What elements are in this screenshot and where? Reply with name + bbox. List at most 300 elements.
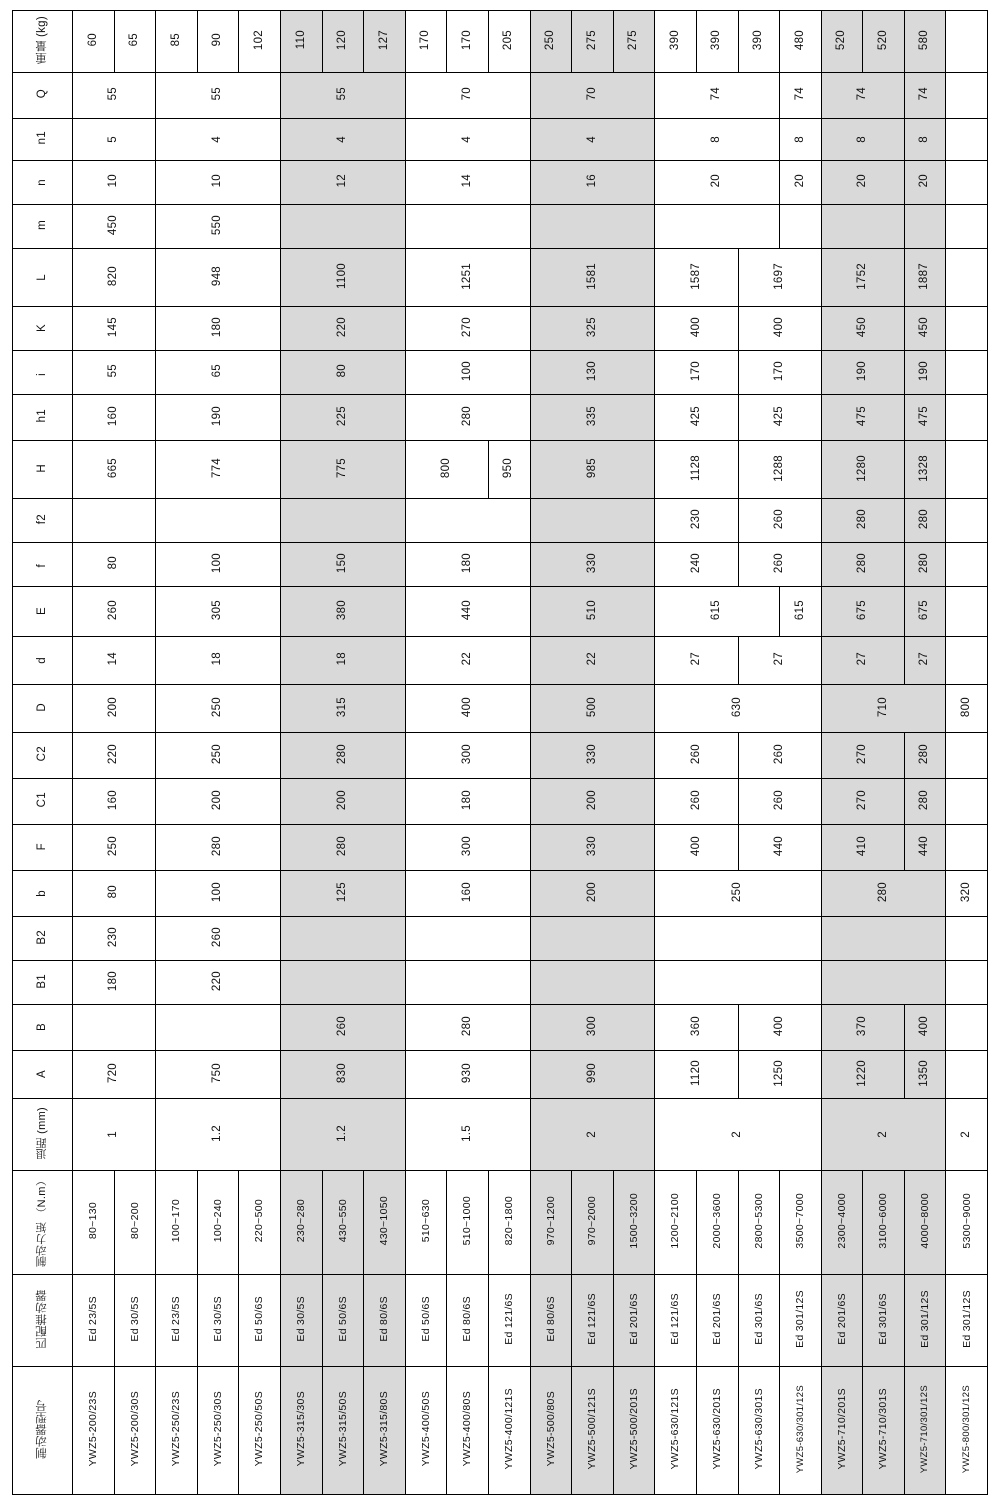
cell-b2-6 xyxy=(655,917,821,961)
cell-n-1: 10 xyxy=(73,161,156,205)
cell-c1-2: 200 xyxy=(156,779,281,825)
cell-a-3: 830 xyxy=(280,1051,405,1099)
cell-weight-20: 520 xyxy=(863,11,905,73)
cell-d-4: 22 xyxy=(405,637,530,685)
row-header-n1: n1 xyxy=(13,119,73,161)
cell-h1-3: 225 xyxy=(280,395,405,441)
cell-weight-2: 65 xyxy=(114,11,156,73)
cell-c2-3: 280 xyxy=(280,733,405,779)
cell-h-10: 1328 xyxy=(904,441,946,499)
table-row xyxy=(13,733,988,779)
cell-actuator-14: Ed 201/6S xyxy=(613,1275,655,1367)
table-row xyxy=(13,871,988,917)
cell-k-6: 400 xyxy=(655,307,738,351)
cell-model-22: YWZ5-800/301/12S xyxy=(946,1367,988,1495)
cell-c1-6: 260 xyxy=(655,779,738,825)
row-header-l: L xyxy=(13,249,73,307)
cell-l-2: 948 xyxy=(156,249,281,307)
cell-model-7: YWZ5-315/50S xyxy=(322,1367,364,1495)
cell-d-2: 18 xyxy=(156,637,281,685)
cell-h1-7: 425 xyxy=(738,395,821,441)
cell-h1-1: 160 xyxy=(73,395,156,441)
cell-torque-3: 100~170 xyxy=(156,1171,198,1275)
cell-d-3: 18 xyxy=(280,637,405,685)
cell-weight-18: 480 xyxy=(780,11,822,73)
row-header-q: Q xyxy=(13,73,73,119)
cell-actuator-21: Ed 301/12S xyxy=(904,1275,946,1367)
row-header-m: m xyxy=(13,205,73,249)
cell-d-6: 27 xyxy=(655,637,738,685)
cell-b2-7 xyxy=(821,917,946,961)
cell-torque-20: 3100~6000 xyxy=(863,1171,905,1275)
cell-q-2: 55 xyxy=(156,73,281,119)
cell-actuator-20: Ed 301/6S xyxy=(863,1275,905,1367)
cell-actuator-1: Ed 23/5S xyxy=(73,1275,115,1367)
cell-n-6: 20 xyxy=(655,161,780,205)
table-row xyxy=(13,307,988,351)
cell-model-17: YWZ5-630/301S xyxy=(738,1367,780,1495)
cell-f2-9: 280 xyxy=(904,499,946,543)
row-header-c2: C2 xyxy=(13,733,73,779)
cell-d-9: 27 xyxy=(904,637,946,685)
cell-f2-3 xyxy=(280,499,405,543)
cell-q-8: 74 xyxy=(821,73,904,119)
cell-h1-10 xyxy=(946,395,988,441)
cell-actuator-10: Ed 80/6S xyxy=(447,1275,489,1367)
cell-f2-6: 230 xyxy=(655,499,738,543)
cell-n1-8: 8 xyxy=(821,119,904,161)
table-row xyxy=(13,1051,988,1099)
table-row xyxy=(13,1171,988,1275)
cell-m-1: 450 xyxy=(73,205,156,249)
cell-weight-12: 250 xyxy=(530,11,572,73)
cell-torque-10: 510~1000 xyxy=(447,1171,489,1275)
cell-torque-16: 2000~3600 xyxy=(696,1171,738,1275)
cell-fcap-8: 410 xyxy=(821,825,904,871)
cell-torque-12: 970~1200 xyxy=(530,1171,572,1275)
cell-d-10 xyxy=(946,637,988,685)
cell-actuator-6: Ed 30/5S xyxy=(280,1275,322,1367)
row-header-b2: B2 xyxy=(13,917,73,961)
cell-fcap-7: 440 xyxy=(738,825,821,871)
cell-fcap-6: 400 xyxy=(655,825,738,871)
cell-l-10 xyxy=(946,249,988,307)
cell-b2-4 xyxy=(405,917,530,961)
cell-e-6: 615 xyxy=(655,587,780,637)
cell-b1-3 xyxy=(280,961,405,1005)
cell-f-7: 260 xyxy=(738,543,821,587)
cell-bcap-5: 300 xyxy=(530,1005,655,1051)
cell-l-8: 1752 xyxy=(821,249,904,307)
cell-n-7: 20 xyxy=(780,161,822,205)
row-header-e: E xyxy=(13,587,73,637)
table-row xyxy=(13,395,988,441)
cell-l-1: 820 xyxy=(73,249,156,307)
table-row xyxy=(13,441,988,499)
cell-k-1: 145 xyxy=(73,307,156,351)
cell-model-20: YWZ5-710/301S xyxy=(863,1367,905,1495)
cell-k-10 xyxy=(946,307,988,351)
cell-actuator-12: Ed 80/6S xyxy=(530,1275,572,1367)
cell-m-6 xyxy=(655,205,780,249)
cell-torque-14: 1500~3200 xyxy=(613,1171,655,1275)
cell-f2-4 xyxy=(405,499,530,543)
cell-h-11 xyxy=(946,441,988,499)
table-row xyxy=(13,685,988,733)
cell-actuator-9: Ed 50/6S xyxy=(405,1275,447,1367)
row-header-bcap: B xyxy=(13,1005,73,1051)
cell-weight-19: 520 xyxy=(821,11,863,73)
cell-n-9: 20 xyxy=(904,161,946,205)
cell-torque-2: 80~200 xyxy=(114,1171,156,1275)
cell-f2-7: 260 xyxy=(738,499,821,543)
row-header-n: n xyxy=(13,161,73,205)
cell-actuator-16: Ed 201/6S xyxy=(696,1275,738,1367)
cell-actuator-2: Ed 30/5S xyxy=(114,1275,156,1367)
cell-f-3: 150 xyxy=(280,543,405,587)
cell-torque-21: 4000~8000 xyxy=(904,1171,946,1275)
cell-model-18: YWZ5-630/301/12S xyxy=(780,1367,822,1495)
cell-n-10 xyxy=(946,161,988,205)
cell-model-9: YWZ5-400/50S xyxy=(405,1367,447,1495)
cell-actuator-7: Ed 50/6S xyxy=(322,1275,364,1367)
cell-i-7: 170 xyxy=(738,351,821,395)
cell-c1-7: 260 xyxy=(738,779,821,825)
cell-a-5: 990 xyxy=(530,1051,655,1099)
cell-i-1: 55 xyxy=(73,351,156,395)
cell-n1-7: 8 xyxy=(780,119,822,161)
cell-a-8: 1220 xyxy=(821,1051,904,1099)
cell-m-9 xyxy=(904,205,946,249)
cell-actuator-11: Ed 121/6S xyxy=(488,1275,530,1367)
cell-model-14: YWZ5-500/201S xyxy=(613,1367,655,1495)
cell-h-1: 665 xyxy=(73,441,156,499)
cell-h-3: 775 xyxy=(280,441,405,499)
cell-bcap-6: 360 xyxy=(655,1005,738,1051)
cell-h-5: 950 xyxy=(488,441,530,499)
cell-c2-8: 270 xyxy=(821,733,904,779)
cell-m-3 xyxy=(280,205,405,249)
cell-h1-2: 190 xyxy=(156,395,281,441)
table-row xyxy=(13,637,988,685)
cell-model-11: YWZ5-400/121S xyxy=(488,1367,530,1495)
cell-bcap-10 xyxy=(946,1005,988,1051)
cell-e-7: 615 xyxy=(780,587,822,637)
cell-model-16: YWZ5-630/201S xyxy=(696,1367,738,1495)
cell-e-10 xyxy=(946,587,988,637)
cell-weight-17: 390 xyxy=(738,11,780,73)
cell-gap-3: 1.2 xyxy=(280,1099,405,1171)
cell-bcap-3: 260 xyxy=(280,1005,405,1051)
cell-e-3: 380 xyxy=(280,587,405,637)
cell-dcap-4: 400 xyxy=(405,685,530,733)
cell-b1-5 xyxy=(530,961,655,1005)
cell-model-21: YWZ5-710/301/12S xyxy=(904,1367,946,1495)
cell-c2-2: 250 xyxy=(156,733,281,779)
cell-torque-1: 80~130 xyxy=(73,1171,115,1275)
cell-q-10 xyxy=(946,73,988,119)
cell-actuator-15: Ed 121/6S xyxy=(655,1275,697,1367)
cell-n1-9: 8 xyxy=(904,119,946,161)
table-row xyxy=(13,11,988,73)
cell-bcap-2 xyxy=(156,1005,281,1051)
cell-torque-5: 220~500 xyxy=(239,1171,281,1275)
cell-a-10 xyxy=(946,1051,988,1099)
cell-f2-2 xyxy=(156,499,281,543)
cell-gap-8: 2 xyxy=(946,1099,988,1171)
cell-model-1: YWZ5-200/23S xyxy=(73,1367,115,1495)
cell-l-3: 1100 xyxy=(280,249,405,307)
cell-e-9: 675 xyxy=(904,587,946,637)
cell-dcap-6: 630 xyxy=(655,685,821,733)
cell-bcap-1 xyxy=(73,1005,156,1051)
row-header-weight: 重量 (kg) xyxy=(13,11,73,73)
cell-c2-6: 260 xyxy=(655,733,738,779)
cell-weight-16: 390 xyxy=(696,11,738,73)
cell-weight-8: 127 xyxy=(364,11,406,73)
cell-n-8: 20 xyxy=(821,161,904,205)
cell-c1-9: 280 xyxy=(904,779,946,825)
cell-n-4: 14 xyxy=(405,161,530,205)
cell-l-9: 1887 xyxy=(904,249,946,307)
cell-actuator-18: Ed 301/12S xyxy=(780,1275,822,1367)
cell-b1-4 xyxy=(405,961,530,1005)
cell-b1-1: 180 xyxy=(73,961,156,1005)
cell-q-5: 70 xyxy=(530,73,655,119)
cell-b1-8 xyxy=(946,961,988,1005)
cell-f2-10 xyxy=(946,499,988,543)
cell-n1-3: 4 xyxy=(280,119,405,161)
cell-d-1: 14 xyxy=(73,637,156,685)
table-row xyxy=(13,543,988,587)
cell-i-4: 100 xyxy=(405,351,530,395)
cell-h1-9: 475 xyxy=(904,395,946,441)
cell-f-10 xyxy=(946,543,988,587)
cell-dcap-2: 250 xyxy=(156,685,281,733)
cell-torque-17: 2800~5300 xyxy=(738,1171,780,1275)
cell-h-2: 774 xyxy=(156,441,281,499)
row-header-k: K xyxy=(13,307,73,351)
row-header-i: i xyxy=(13,351,73,395)
cell-k-5: 325 xyxy=(530,307,655,351)
cell-f-9: 280 xyxy=(904,543,946,587)
cell-gap-4: 1.5 xyxy=(405,1099,530,1171)
cell-actuator-8: Ed 80/6S xyxy=(364,1275,406,1367)
row-header-b1: B1 xyxy=(13,961,73,1005)
cell-a-4: 930 xyxy=(405,1051,530,1099)
table-row xyxy=(13,961,988,1005)
cell-blow-7: 280 xyxy=(821,871,946,917)
table-row xyxy=(13,825,988,871)
row-header-d: d xyxy=(13,637,73,685)
cell-bcap-9: 400 xyxy=(904,1005,946,1051)
cell-h1-6: 425 xyxy=(655,395,738,441)
cell-blow-8: 320 xyxy=(946,871,988,917)
cell-model-12: YWZ5-500/80S xyxy=(530,1367,572,1495)
cell-n1-2: 4 xyxy=(156,119,281,161)
cell-h-4: 800 xyxy=(405,441,488,499)
row-header-actuator: 匹配推动器 xyxy=(13,1275,73,1367)
cell-f2-5 xyxy=(530,499,655,543)
cell-k-7: 400 xyxy=(738,307,821,351)
cell-weight-4: 90 xyxy=(197,11,239,73)
cell-weight-14: 275 xyxy=(613,11,655,73)
cell-blow-5: 200 xyxy=(530,871,655,917)
table-row xyxy=(13,499,988,543)
cell-e-4: 440 xyxy=(405,587,530,637)
cell-actuator-4: Ed 30/5S xyxy=(197,1275,239,1367)
cell-e-2: 305 xyxy=(156,587,281,637)
cell-bcap-7: 400 xyxy=(738,1005,821,1051)
cell-q-6: 74 xyxy=(655,73,780,119)
cell-model-15: YWZ5-630/121S xyxy=(655,1367,697,1495)
cell-k-9: 450 xyxy=(904,307,946,351)
cell-q-9: 74 xyxy=(904,73,946,119)
table-row xyxy=(13,205,988,249)
cell-fcap-3: 280 xyxy=(280,825,405,871)
cell-c1-4: 180 xyxy=(405,779,530,825)
cell-model-8: YWZ5-315/80S xyxy=(364,1367,406,1495)
cell-torque-7: 430~550 xyxy=(322,1171,364,1275)
cell-k-3: 220 xyxy=(280,307,405,351)
table-row xyxy=(13,351,988,395)
cell-weight-5: 102 xyxy=(239,11,281,73)
cell-model-19: YWZ5-710/201S xyxy=(821,1367,863,1495)
row-header-model: 制动器型号 xyxy=(13,1367,73,1495)
cell-e-1: 260 xyxy=(73,587,156,637)
table-row xyxy=(13,73,988,119)
cell-torque-18: 3500~7000 xyxy=(780,1171,822,1275)
cell-e-8: 675 xyxy=(821,587,904,637)
cell-i-10 xyxy=(946,351,988,395)
cell-c1-1: 160 xyxy=(73,779,156,825)
cell-model-13: YWZ5-500/121S xyxy=(572,1367,614,1495)
cell-blow-6: 250 xyxy=(655,871,821,917)
cell-a-1: 720 xyxy=(73,1051,156,1099)
cell-n1-4: 4 xyxy=(405,119,530,161)
cell-c1-3: 200 xyxy=(280,779,405,825)
cell-dcap-7: 710 xyxy=(821,685,946,733)
cell-fcap-10 xyxy=(946,825,988,871)
cell-f-6: 240 xyxy=(655,543,738,587)
cell-q-3: 55 xyxy=(280,73,405,119)
cell-h-6: 985 xyxy=(530,441,655,499)
cell-k-4: 270 xyxy=(405,307,530,351)
table-row xyxy=(13,1099,988,1171)
cell-m-4 xyxy=(405,205,530,249)
row-header-fcap: F xyxy=(13,825,73,871)
cell-c2-5: 330 xyxy=(530,733,655,779)
cell-b2-3 xyxy=(280,917,405,961)
table-row xyxy=(13,1367,988,1495)
cell-blow-4: 160 xyxy=(405,871,530,917)
cell-a-6: 1120 xyxy=(655,1051,738,1099)
cell-weight-13: 275 xyxy=(572,11,614,73)
cell-k-2: 180 xyxy=(156,307,281,351)
cell-q-7: 74 xyxy=(780,73,822,119)
cell-b1-7 xyxy=(821,961,946,1005)
cell-model-6: YWZ5-315/30S xyxy=(280,1367,322,1495)
cell-b1-6 xyxy=(655,961,821,1005)
cell-blow-2: 100 xyxy=(156,871,281,917)
row-header-f2: f2 xyxy=(13,499,73,543)
cell-m-5 xyxy=(530,205,655,249)
cell-b1-2: 220 xyxy=(156,961,281,1005)
cell-f-5: 330 xyxy=(530,543,655,587)
cell-torque-4: 100~240 xyxy=(197,1171,239,1275)
cell-actuator-17: Ed 301/6S xyxy=(738,1275,780,1367)
cell-f2-8: 280 xyxy=(821,499,904,543)
cell-model-4: YWZ5-250/30S xyxy=(197,1367,239,1495)
brake-spec-table xyxy=(12,10,988,1495)
cell-torque-13: 970~2000 xyxy=(572,1171,614,1275)
cell-q-4: 70 xyxy=(405,73,530,119)
cell-l-6: 1587 xyxy=(655,249,738,307)
cell-weight-6: 110 xyxy=(280,11,322,73)
table-row xyxy=(13,917,988,961)
cell-weight-9: 170 xyxy=(405,11,447,73)
cell-weight-7: 120 xyxy=(322,11,364,73)
cell-i-3: 80 xyxy=(280,351,405,395)
table-row xyxy=(13,119,988,161)
cell-model-3: YWZ5-250/23S xyxy=(156,1367,198,1495)
cell-model-2: YWZ5-200/30S xyxy=(114,1367,156,1495)
cell-dcap-5: 500 xyxy=(530,685,655,733)
cell-actuator-22: Ed 301/12S xyxy=(946,1275,988,1367)
cell-i-5: 130 xyxy=(530,351,655,395)
cell-h-8: 1288 xyxy=(738,441,821,499)
cell-h1-4: 280 xyxy=(405,395,530,441)
cell-b2-1: 230 xyxy=(73,917,156,961)
cell-f2-1 xyxy=(73,499,156,543)
row-header-a: A xyxy=(13,1051,73,1099)
cell-f-1: 80 xyxy=(73,543,156,587)
cell-torque-8: 430~1050 xyxy=(364,1171,406,1275)
cell-actuator-19: Ed 201/6S xyxy=(821,1275,863,1367)
cell-f-4: 180 xyxy=(405,543,530,587)
cell-dcap-1: 200 xyxy=(73,685,156,733)
row-header-dcap: D xyxy=(13,685,73,733)
cell-m-8 xyxy=(821,205,904,249)
table-row xyxy=(13,249,988,307)
row-header-f: f xyxy=(13,543,73,587)
cell-actuator-13: Ed 121/6S xyxy=(572,1275,614,1367)
cell-h-9: 1280 xyxy=(821,441,904,499)
cell-a-2: 750 xyxy=(156,1051,281,1099)
table-row xyxy=(13,1005,988,1051)
cell-m-7 xyxy=(780,205,822,249)
cell-n-3: 12 xyxy=(280,161,405,205)
cell-e-5: 510 xyxy=(530,587,655,637)
cell-weight-3: 85 xyxy=(156,11,198,73)
cell-c1-10 xyxy=(946,779,988,825)
cell-n1-5: 4 xyxy=(530,119,655,161)
cell-actuator-3: Ed 23/5S xyxy=(156,1275,198,1367)
cell-m-2: 550 xyxy=(156,205,281,249)
row-header-h: H xyxy=(13,441,73,499)
cell-c2-9: 280 xyxy=(904,733,946,779)
cell-gap-1: 1 xyxy=(73,1099,156,1171)
cell-dcap-8: 800 xyxy=(946,685,988,733)
cell-fcap-9: 440 xyxy=(904,825,946,871)
cell-fcap-4: 300 xyxy=(405,825,530,871)
cell-weight-10: 170 xyxy=(447,11,489,73)
cell-bcap-4: 280 xyxy=(405,1005,530,1051)
cell-model-5: YWZ5-250/50S xyxy=(239,1367,281,1495)
cell-c1-8: 270 xyxy=(821,779,904,825)
cell-gap-6: 2 xyxy=(655,1099,821,1171)
cell-n1-10 xyxy=(946,119,988,161)
